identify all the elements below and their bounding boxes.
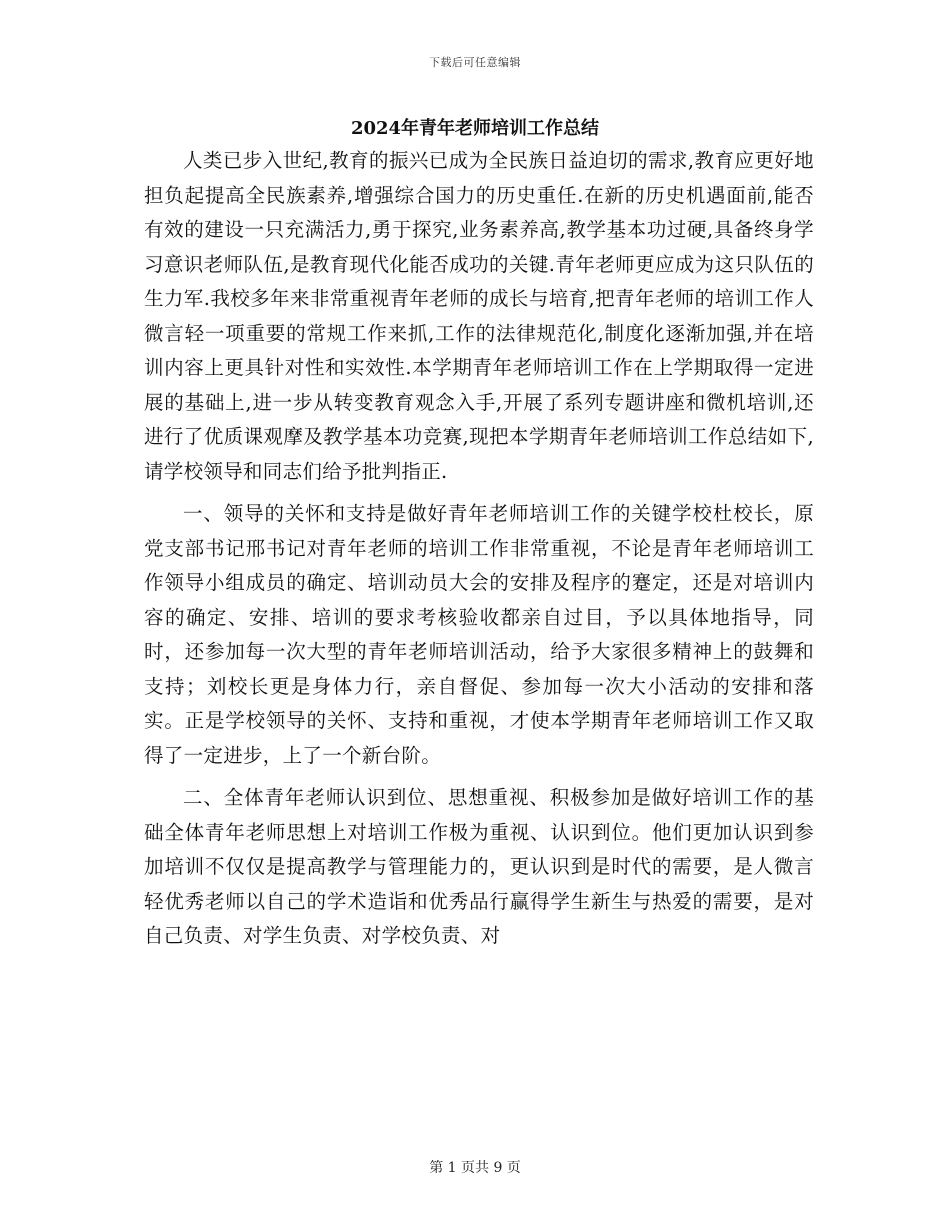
document-title: 2024年青年老师培训工作总结	[350, 118, 600, 139]
paragraph-section-two: 二、全体青年老师认识到位、思想重视、积极参加是做好培训工作的基础全体青年老师思想上对培训工作极为重视、认识到位。他们更加认识到参加培训不仅仅是提高教学与管理能力的，更认识到是时代的需要，是人微言轻优秀老师以自己的学术造诣和优秀品行赢得学生新生与热爱的需要，是对自己负责、对学生负责、对学校负责、对	[144, 786, 814, 947]
paragraph-section-one: 一、领导的关怀和支持是做好青年老师培训工作的关键学校杜校长，原党支部书记邢书记对青年老师的培训工作非常重视，不论是青年老师培训工作领导小组成员的确定、培训动员大会的安排及程序的蹇定，还是对培训内容的确定、安排、培训的要求考核验收都亲自过目，予以具体地指导，同时，还参加每一次大型的青年老师培训活动，给予大家很多精神上的鼓舞和支持；刘校长更是身体力行，亲自督促、参加每一次大小活动的安排和落实。正是学校领导的关怀、支持和重视，才使本学期青年老师培训工作又取得了一定进步，上了一个新台阶。	[144, 502, 814, 767]
document-body	[144, 144, 814, 954]
header-note: 下载后可任意编辑	[429, 56, 521, 69]
paragraph-intro: 人类已步入世纪,教育的振兴已成为全民族日益迫切的需求,教育应更好地担负起提高全民族素养,增强综合国力的历史重任.在新的历史机遇面前,能否有效的建设一只充满活力,勇于探究,业务素养高,教学基本功过硬,具备终身学习意识老师队伍,是教育现代化能否成功的关键.青年老师更应成为这只队伍的生力军.我校多年来非常重视青年老师的成长与培育,把青年老师的培训工作人微言轻一项重要的常规工作来抓,工作的法律规范化,制度化逐渐加强,并在培训内容上更具针对性和实效性.本学期青年老师培训工作在上学期取得一定进展的基础上,进一步从转变教育观念入手,开展了系列专题讲座和微机培训,还进行了优质课观摩及教学基本功竞赛,现把本学期青年老师培训工作总结如下,请学校领导和同志们给予批判指正.	[144, 149, 814, 483]
page-number: 第 1 页共 9 页	[429, 1160, 521, 1176]
